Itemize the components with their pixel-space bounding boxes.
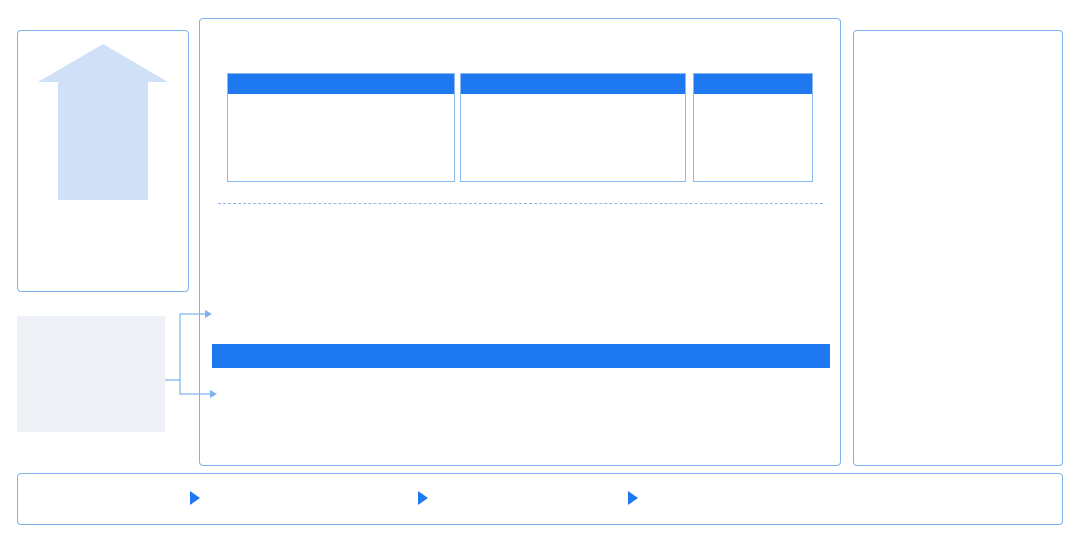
category-service-head (694, 74, 812, 94)
dashed-divider (218, 203, 823, 204)
category-sales (460, 73, 686, 182)
category-marketing-head (228, 74, 454, 94)
category-sales-head (461, 74, 685, 94)
up-arrow-shape (36, 42, 170, 202)
category-marketing (227, 73, 455, 182)
bottom-bar-frame (17, 473, 1063, 525)
ai-engine-banner (212, 344, 830, 368)
left-notes-box (17, 316, 165, 432)
arrow-right-icon (628, 491, 638, 505)
arrow-right-icon (190, 491, 200, 505)
right-panel-frame (853, 30, 1063, 466)
arrow-right-icon (418, 491, 428, 505)
category-service (693, 73, 813, 182)
